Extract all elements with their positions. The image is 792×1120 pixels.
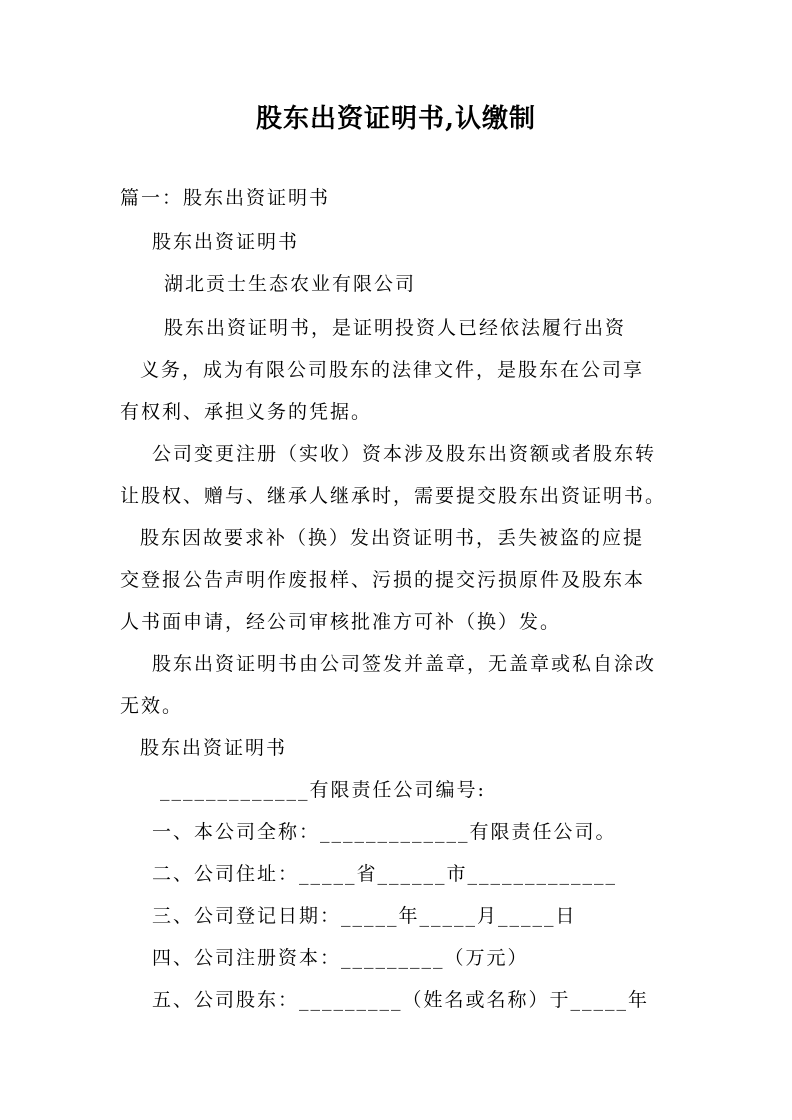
paragraph-line: 无效。 — [120, 695, 184, 717]
form-line-registered-capital: 四、公司注册资本：_________（万元） — [152, 947, 529, 969]
paragraph-line: 人书面申请，经公司审核批准方可补（换）发。 — [120, 611, 562, 633]
paragraph-line: 公司变更注册（实收）资本涉及股东出资额或者股东转 — [152, 443, 657, 465]
form-line-shareholder: 五、公司股东：_________（姓名或名称）于_____年 — [152, 989, 650, 1011]
certificate-subheading: 股东出资证明书 — [140, 737, 288, 759]
paragraph-line: 股东出资证明书，是证明投资人已经依法履行出资 — [164, 317, 627, 339]
document-title: 股东出资证明书,认缴制 — [255, 104, 537, 134]
paragraph-line: 有权利、承担义务的凭据。 — [120, 401, 373, 423]
certificate-heading: 股东出资证明书 — [152, 231, 300, 253]
section-heading: 篇一：股东出资证明书 — [120, 187, 331, 209]
paragraph-line: 交登报公告声明作废报样、污损的提交污损原件及股东本 — [120, 569, 646, 591]
paragraph-line: 股东因故要求补（换）发出资证明书，丢失被盗的应提 — [140, 527, 645, 549]
form-line-registration-date: 三、公司登记日期：_____年_____月_____日 — [152, 905, 577, 927]
company-name: 湖北贡士生态农业有限公司 — [164, 273, 417, 295]
form-line-company-number: _____________有限责任公司编号: — [160, 779, 486, 801]
form-line-company-address: 二、公司住址：_____省______市_____________ — [152, 863, 618, 885]
paragraph-line: 义务，成为有限公司股东的法律文件，是股东在公司享 — [140, 359, 645, 381]
paragraph-line: 股东出资证明书由公司签发并盖章，无盖章或私自涂改 — [152, 653, 657, 675]
form-line-company-name: 一、本公司全称：_____________有限责任公司。 — [152, 821, 617, 843]
paragraph-line: 让股权、赠与、继承人继承时，需要提交股东出资证明书。 — [120, 485, 667, 507]
